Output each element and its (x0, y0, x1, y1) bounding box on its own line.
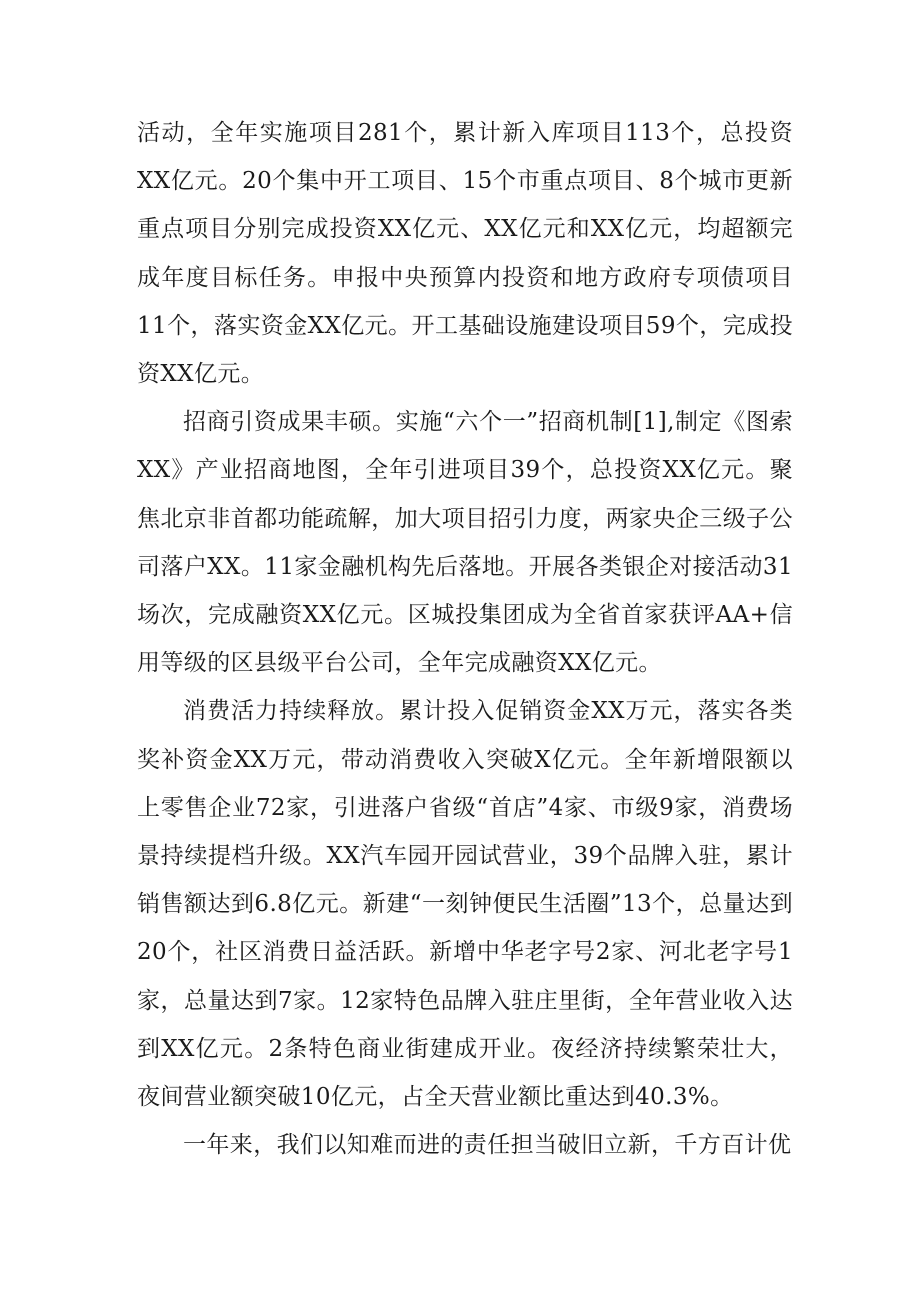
paragraph-project-investment: 活动，全年实施项目281个，累计新入库项目113个，总投资XX亿元。20个集中开工项目、15个市重点项目、8个城市更新重点项目分别完成投资XX亿元、XX亿元和XX亿元，均超额完成年度目标任务。申报中央预算内投资和地方政府专项债项目11个，落实资金XX亿元。开工基础设施建设项目59个，完成投资XX亿元。 (137, 120, 793, 388)
paragraph-year-summary: 一年来，我们以知难而进的责任担当破旧立新，千方百计优 (183, 1132, 792, 1159)
paragraph-investment-attraction: 招商引资成果丰硕。实施“六个一”招商机制[1],制定《图索XX》产业招商地图，全年引进项目39个，总投资XX亿元。聚焦北京非首都功能疏解，加大项目招引力度，两家央企三级子公司落户XX。11家金融机构先后落地。开展各类银企对接活动31场次，完成融资XX亿元。区城投集团成为全省首家获评AA+信用等级的区县级平台公司，全年完成融资XX亿元。 (137, 409, 793, 677)
paragraph-consumption-vitality: 消费活力持续释放。累计投入促销资金XX万元，落实各类奖补资金XX万元，带动消费收入突破X亿元。全年新增限额以上零售企业72家，引进落户省级“首店”4家、市级9家，消费场景持续提档升级。XX汽车园开园试营业，39个品牌入驻，累计销售额达到6.8亿元。新建“一刻钟便民生活圈”13个，总量达到20个，社区消费日益活跃。新增中华老字号2家、河北老字号1家，总量达到7家。12家特色品牌入驻庄里街，全年营业收入达到XX亿元。2条特色商业街建成开业。夜经济持续繁荣壮大，夜间营业额突破10亿元，占全天营业额比重达到40.3%。 (137, 698, 793, 1111)
document-body (137, 109, 793, 1169)
